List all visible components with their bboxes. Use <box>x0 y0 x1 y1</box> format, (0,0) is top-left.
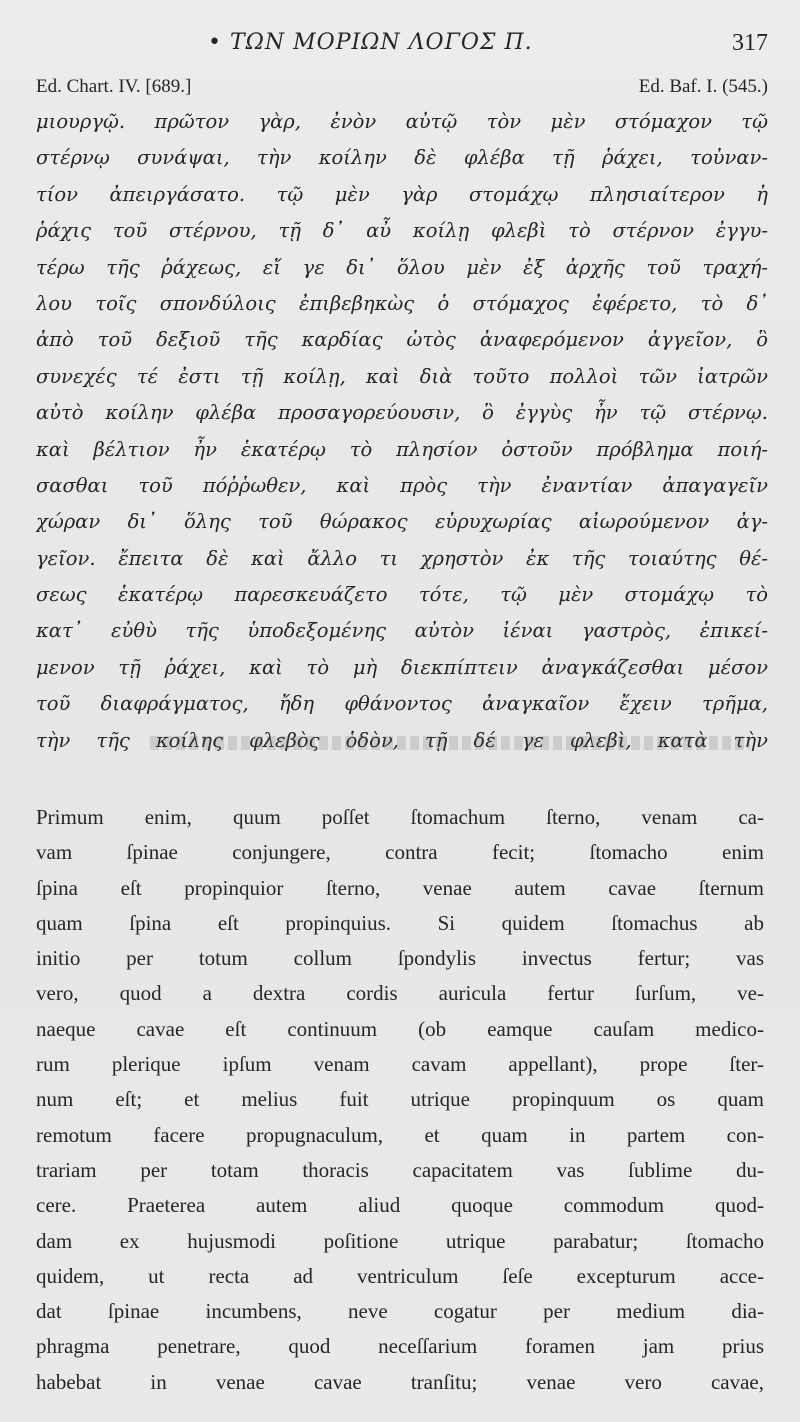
latin-text-line: quam ſpina eſt propinquius. Si quidem ſtomachus ab <box>36 910 764 935</box>
greek-text-line: μιουργῷ. πρῶτον γὰρ, ἐνὸν αὐτῷ τὸν μὲν στόμαχον τῷ <box>36 110 768 133</box>
greek-text-line: ῥάχις τοῦ στέρνου, τῇ δ᾽ αὖ κοίλῃ φλεβὶ τὸ στέρνον ἐγγυ- <box>36 219 768 243</box>
latin-text-line: habebat in venae cavae tranſitu; venae vero cavae, <box>36 1369 764 1394</box>
greek-text-line: χώραν δι᾽ ὅλης τοῦ θώρακος εὐρυχωρίας αἰωρούμενον ἀγ- <box>36 510 768 534</box>
latin-text-line: num eſt; et melius fuit utrique propinquum os quam <box>36 1087 764 1112</box>
show-through-bleed <box>150 736 750 750</box>
edition-references <box>36 76 768 100</box>
greek-text-line: τίον ἀπειργάσατο. τῷ μὲν γὰρ στομάχῳ πλησιαίτερον ἡ <box>36 182 768 206</box>
greek-text-line: σασθαι τοῦ πόῤῥωθεν, καὶ πρὸς τὴν ἐναντίαν ἀπαγαγεῖν <box>36 473 768 497</box>
latin-text-line: vero, quod a dextra cordis auricula fertur ſurſum, ve- <box>36 981 764 1006</box>
greek-text-line: λου τοῖς σπονδύλοις ἐπιβεβηκὼς ὁ στόμαχος ἐφέρετο, τὸ δ᾽ <box>36 291 768 315</box>
latin-text-block <box>36 800 764 1400</box>
greek-text-line: τοῦ διαφράγματος, ἤδη φθάνοντος ἀναγκαῖον ἔχειν τρῆμα, <box>36 692 768 716</box>
greek-text-line: κατ᾽ εὐθὺ τῆς ὑποδεξομένης αὐτὸν ἰέναι γαστρὸς, ἐπικεί- <box>36 619 768 643</box>
latin-text-line: Primum enim, quum poſſet ſtomachum ſterno, venam ca- <box>36 805 764 829</box>
latin-text-line: rum plerique ipſum venam cavam appellant), prope ſter- <box>36 1052 764 1077</box>
greek-text-line: μενον τῇ ῥάχει, καὶ τὸ μὴ διεκπίπτειν ἀναγκάζεσθαι μέσον <box>36 655 768 679</box>
latin-text-line: trariam per totam thoracis capacitatem vas ſublime du- <box>36 1157 764 1182</box>
greek-text-line: τὴν τῆς κοίλης φλεβὸς ὁδὸν, τῇ δέ γε φλεβὶ, κατὰ τὴν <box>36 728 768 752</box>
edition-chartier: Ed. Chart. IV. [689.] <box>36 76 192 97</box>
greek-text-line: συνεχές τέ ἐστι τῇ κοίλῃ, καὶ διὰ τοῦτο πολλοὶ τῶν ἰατρῶν <box>36 364 768 388</box>
greek-text-line: σεως ἑκατέρῳ παρεσκευάζετο τότε, τῷ μὲν στομάχῳ τὸ <box>36 583 768 607</box>
latin-text-line: dam ex hujusmodi poſitione utrique parabatur; ſtomacho <box>36 1228 764 1253</box>
greek-text-line: γεῖον. ἔπειτα δὲ καὶ ἄλλο τι χρηστὸν ἐκ τῆς τοιαύτης θέ- <box>36 546 768 570</box>
running-title: • ΤΩΝ ΜΟΡΙΩΝ ΛΟΓΟΣ Π. <box>208 30 533 55</box>
running-head <box>38 30 768 64</box>
latin-text-line: vam ſpinae conjungere, contra fecit; ſtomacho enim <box>36 840 764 865</box>
latin-text-line: cere. Praeterea autem aliud quoque commodum quod- <box>36 1193 764 1218</box>
latin-text-line: ſpina eſt propinquior ſterno, venae autem cavae ſternum <box>36 875 764 900</box>
latin-text-line: initio per totum collum ſpondylis invectus fertur; vas <box>36 946 764 971</box>
greek-text-line: τέρω τῆς ῥάχεως, εἴ γε δι᾽ ὅλου μὲν ἐξ ἀρχῆς τοῦ τραχή- <box>36 255 768 279</box>
greek-text-line: αὐτὸ κοίλην φλέβα προσαγορεύουσιν, ὃ ἐγγὺς ἦν τῷ στέρνῳ. <box>36 401 768 425</box>
greek-text-line: καὶ βέλτιον ἦν ἑκατέρῳ τὸ πλησίον ὀστοῦν πρόβλημα ποιή- <box>36 437 768 461</box>
latin-text-line: quidem, ut recta ad ventriculum ſeſe excepturum acce- <box>36 1263 764 1288</box>
greek-text-block <box>36 104 768 759</box>
edition-basel: Ed. Baf. I. (545.) <box>638 76 768 97</box>
greek-text-line: ἀπὸ τοῦ δεξιοῦ τῆς καρδίας ὠτὸς ἀναφερόμενον ἀγγεῖον, ὃ <box>36 328 768 352</box>
latin-text-line: dat ſpinae incumbens, neve cogatur per medium dia- <box>36 1299 764 1324</box>
greek-text-line: στέρνῳ συνάψαι, τὴν κοίλην δὲ φλέβα τῇ ῥάχει, τοὐναν- <box>36 146 768 170</box>
page-number: 317 <box>732 30 768 56</box>
latin-text-line: remotum facere propugnaculum, et quam in partem con- <box>36 1122 764 1147</box>
latin-text-line: phragma penetrare, quod neceſſarium foramen jam prius <box>36 1334 764 1359</box>
latin-text-line: naeque cavae eſt continuum (ob eamque cauſam medico- <box>36 1016 764 1041</box>
